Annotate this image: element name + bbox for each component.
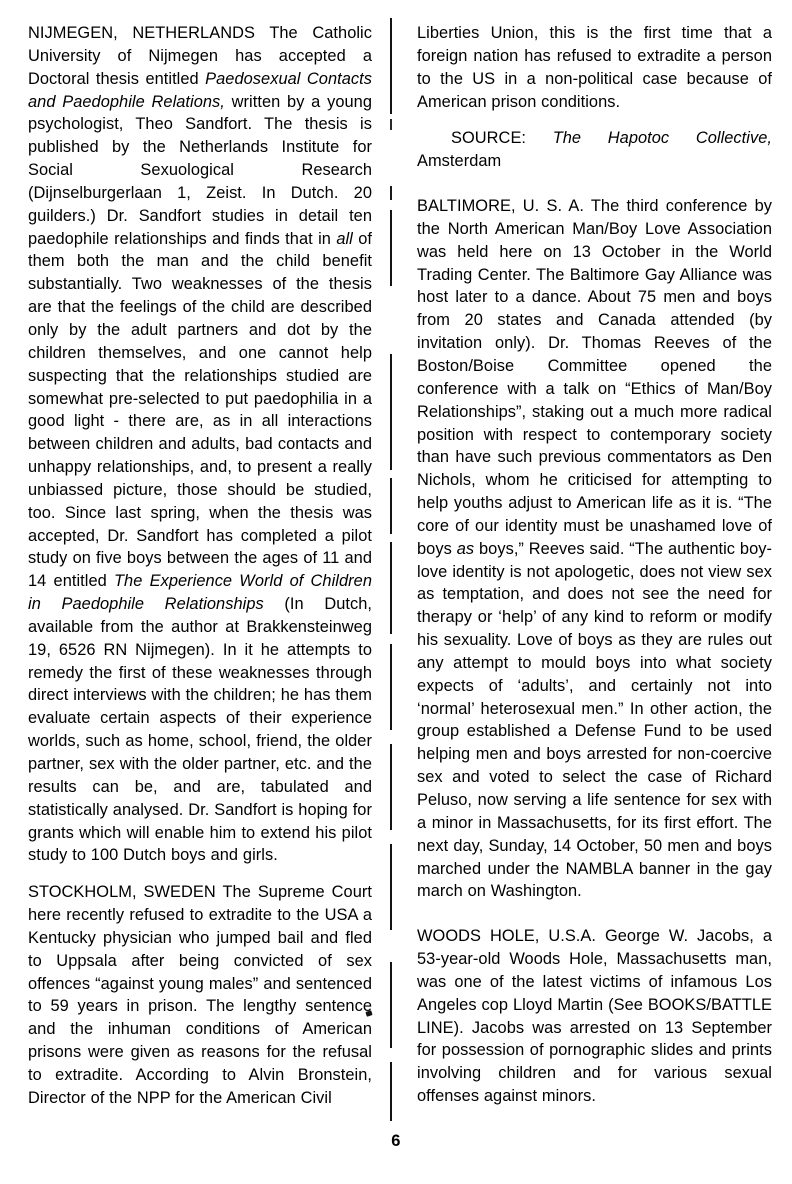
nijmegen-text-part-3: of them both the man and the child benefit substantially. Two weaknesses of the thesis are that the feelings of the child are described only by the adult partners and dot by the children themselves, and one cannot help suspecting that the relationships studied are somewhat pre-selected to put paedophilia in a good light - there are, as in all interactions between children and adults, bad contacts and unhappy relationships, and, to present a really unbiassed picture, those should be studied, too. Since last spring, when the thesis was accepted, Dr. Sandfort has completed a pilot study on five boys between the ages of 11 and 14 entitled bbox=[28, 229, 373, 591]
article-baltimore bbox=[417, 195, 772, 903]
source-credit-line bbox=[417, 127, 772, 173]
baltimore-emphasis-as: as bbox=[456, 539, 475, 558]
source-publication-name: The Hapotoc Collective, bbox=[552, 129, 772, 148]
article-stockholm-continued: Liberties Union, this is the first time that a foreign nation has refused to extradite a person to the US in a non-political case because of American prison conditions. bbox=[417, 24, 772, 111]
nijmegen-thesis-title-2: The Experience World of Children in Paedophile Relationships bbox=[28, 572, 372, 614]
nijmegen-text-part-1: NIJMEGEN, NETHERLANDS The Catholic University of Nijmegen has accepted a Doctoral thesis entitled bbox=[28, 24, 372, 88]
nijmegen-thesis-title-1: Paedosexual Contacts and Paedophile Relations, bbox=[28, 69, 372, 111]
source-label: SOURCE: bbox=[451, 129, 527, 148]
text-column-left bbox=[0, 0, 396, 1110]
nijmegen-text-part-2: written by a young psychologist, Theo Sandfort. The thesis is published by the Netherlands Institute for Social Sexuological Research (Dijnselburgerlaan 1, Zeist. In Dutch. 20 guilders.) Dr. Sandfort studies in detail ten paedophile relationships and finds that in bbox=[28, 92, 373, 248]
article-woods-hole: WOODS HOLE, U.S.A. George W. Jacobs, a 53-year-old Woods Hole, Massachusetts man, was one of the latest victims of infamous Los Angeles cop Lloyd Martin (See BOOKS/BATTLE LINE). Jacobs was arrested on 13 September for possession of pornographic slides and prints involving children and for various sexual offenses against minors. bbox=[417, 927, 772, 1106]
article-stockholm: STOCKHOLM, SWEDEN The Supreme Court here recently refused to extradite to the USA a Kentucky physician who jumped bail and fled to Uppsala after being convicted of sex offences “against young males” and sentenced to 59 years in prison. The lengthy sentence and the inhuman conditions of American prisons were given as reasons for the refusal to extradite. According to Alvin Bronstein, Director of the NPP for the American Civil bbox=[28, 883, 372, 1107]
text-column-right bbox=[396, 0, 792, 1108]
nijmegen-text-part-4: (In Dutch, available from the author at Brakkensteinweg 19, 6526 RN Nijmegen). In it he attempts to remedy the first of these weaknesses through direct interviews with the children; he has them evaluate certain aspects of their experience worlds, such as home, school, friend, the older partner, sex with the older partner, etc. and the results can be, and are, tabulated and statistically analysed. Dr. Sandfort is hoping for grants which will enable him to extend his pilot study to 100 Dutch boys and girls. bbox=[28, 595, 373, 865]
baltimore-text-part-1: BALTIMORE, U. S. A. The third conference by the North American Man/Boy Love Association was held here on 13 October in the World Trading Center. The Baltimore Gay Alliance was host later to a dance. About 75 men and boys from 20 states and Canada attended (by invitation only). Dr. Thomas Reeves of the Boston/Boise Committee opened the conference with a talk on “Ethics of Man/Boy Relationships”, staking out a much more radical position with respect to contemporary society than have such previous commentators as Den Nichols, whom he criticised for attempting to help youths adjust to American life as it is. “The core of our identity must be unashamed love of boys bbox=[417, 197, 772, 558]
baltimore-text-part-2: boys,” Reeves said. “The authentic boy-love identity is not apologetic, does not view sex as temptation, and does not see the need for therapy or ‘help’ of any kind to reform or modify his sexuality. Love of boys as they are rules out any attempt to mould boys into what society expects of ‘adults’, and certainly not into ‘normal’ heterosexual men.” In other action, the group established a Defense Fund to be used helping men and boys arrested for non-coercive sex and voted to select the case of Richard Peluso, now serving a life sentence for sex with a minor in Massachusetts, for its first effort. The next day, Sunday, 14 October, 50 men and boys marched under the NAMBLA banner in the gay march on Washington. bbox=[417, 539, 772, 901]
page-number: 6 bbox=[391, 1132, 401, 1150]
source-place: Amsterdam bbox=[417, 152, 502, 171]
nijmegen-emphasis-all: all bbox=[336, 229, 353, 248]
article-nijmegen bbox=[28, 22, 372, 867]
